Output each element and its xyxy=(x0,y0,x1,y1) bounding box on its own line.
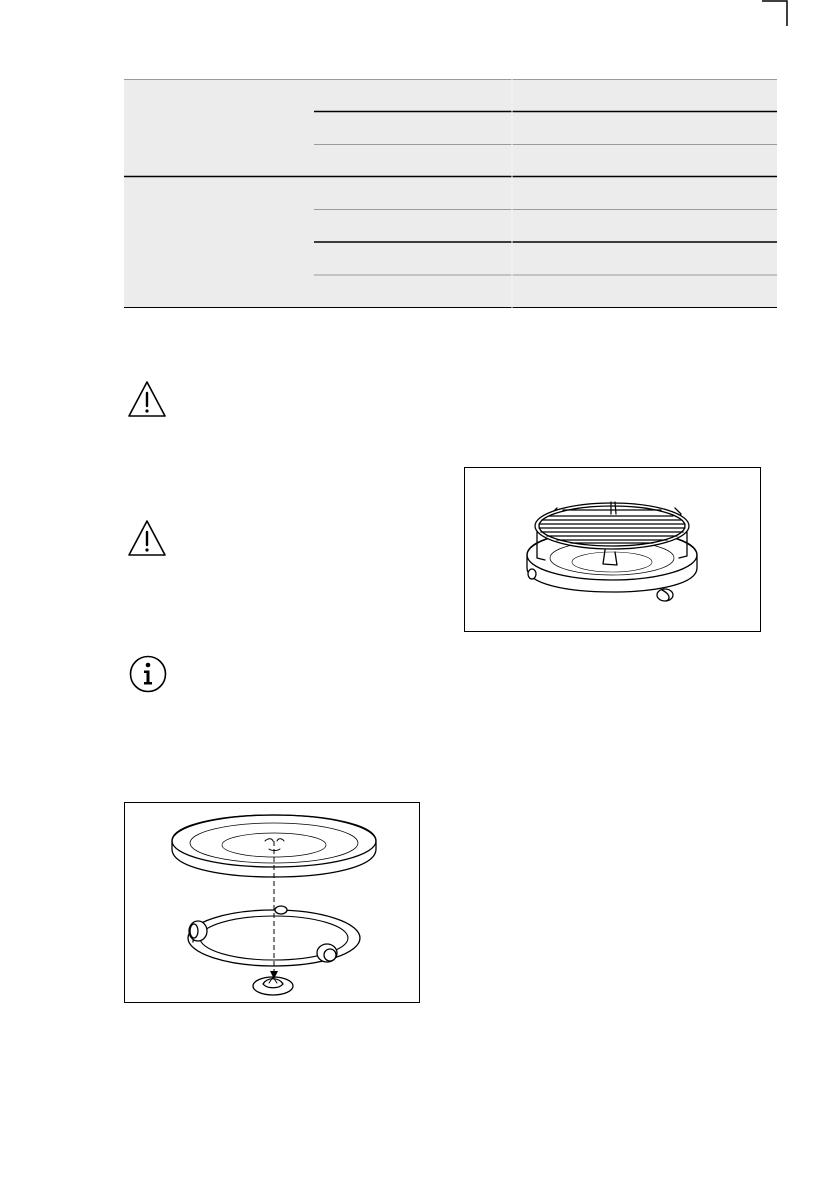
turntable-assembly-figure xyxy=(124,802,420,1003)
grill-rack-on-turntable-figure xyxy=(464,467,761,632)
table-group-cell xyxy=(124,79,310,176)
warning-triangle-icon xyxy=(127,380,167,420)
turntable-assembly-illustration xyxy=(125,803,419,1002)
grill-rack-illustration xyxy=(465,468,760,631)
table-group-cell xyxy=(124,177,310,308)
registration-corner-icon xyxy=(762,0,788,26)
warning-triangle-icon xyxy=(127,519,167,559)
spec-table xyxy=(124,79,777,308)
info-circle-icon xyxy=(128,654,168,694)
